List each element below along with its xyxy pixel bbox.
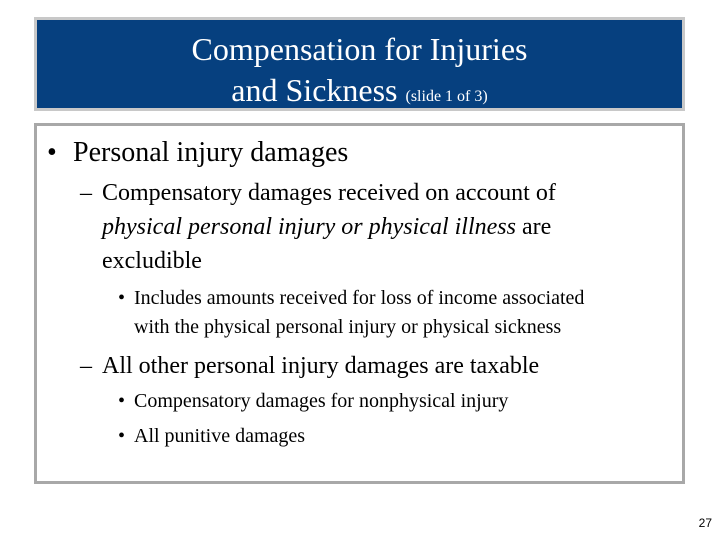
slide-title-line2 [37, 71, 682, 116]
sub-point-text: excludible [102, 248, 202, 274]
bullet-icon: • [118, 287, 126, 309]
bullet-text: Personal injury damages [73, 137, 349, 168]
detail-point-text: with the physical personal injury or physical sickness [134, 316, 562, 338]
detail-point-text: All punitive damages [134, 425, 306, 447]
slide-content-box [34, 123, 685, 484]
detail-point-text: Compensatory damages for nonphysical injury [134, 390, 509, 412]
sub-point-text: Compensatory damages received on account of [102, 180, 556, 206]
dash-icon: – [80, 180, 92, 206]
page-number: 27 [698, 516, 712, 530]
slide-title-banner [34, 17, 685, 111]
slide-title-line2-main: and Sickness [231, 72, 398, 108]
dash-icon: – [80, 353, 92, 379]
sub-point-text: All other personal injury damages are taxable [102, 353, 540, 379]
sub-point-text-rest: are [515, 214, 552, 240]
bullet-icon: • [118, 390, 126, 412]
slide-title-line1: Compensation for Injuries [191, 31, 528, 67]
slide-counter-note: (slide 1 of 3) [405, 88, 488, 105]
detail-point-text: Includes amounts received for loss of income associated [134, 287, 585, 309]
bullet-icon: • [47, 137, 57, 168]
emphasis-physical-injury: physical personal injury or physical illness [102, 214, 516, 240]
bullet-icon: • [118, 425, 126, 447]
